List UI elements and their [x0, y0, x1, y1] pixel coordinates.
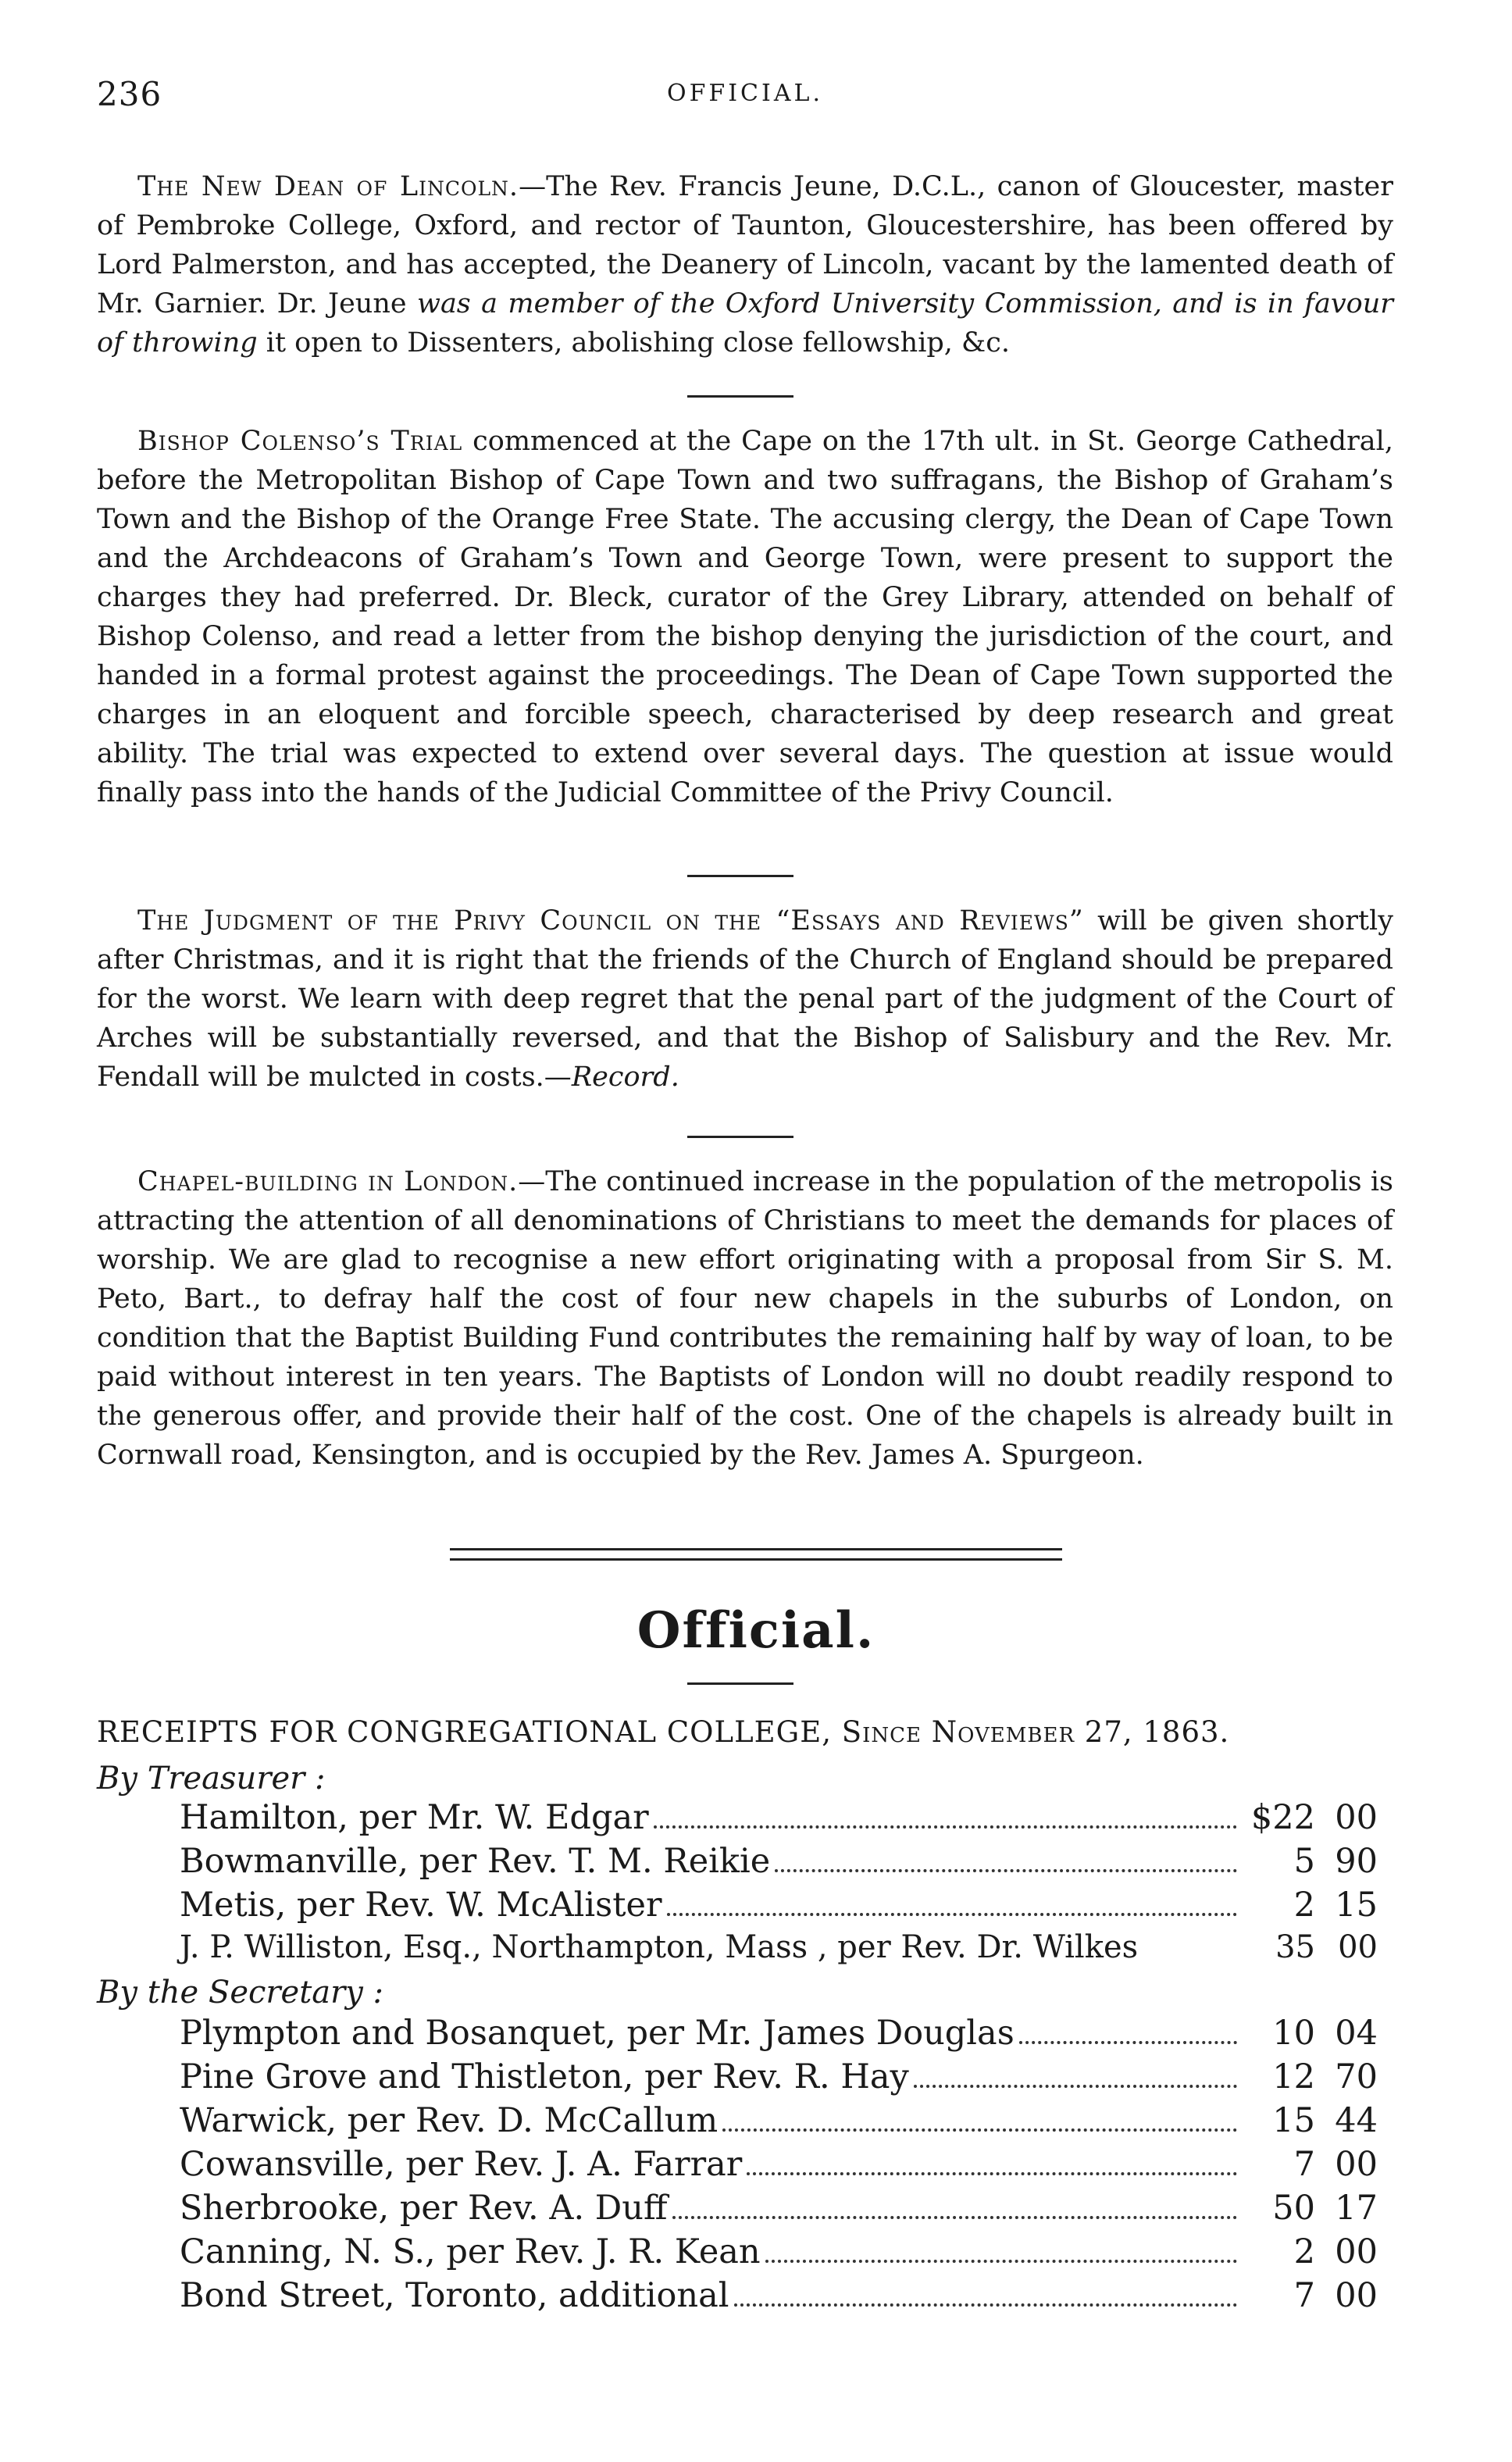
receipt-dollars: $22	[1250, 1798, 1315, 1837]
article-privy-council-judgment	[97, 901, 1393, 1097]
receipt-row	[180, 2232, 1378, 2276]
receipt-cents: 00	[1335, 1798, 1378, 1837]
receipt-row	[180, 1842, 1378, 1886]
receipt-cents: 44	[1335, 2101, 1378, 2140]
separator-rule	[687, 395, 793, 398]
article-lead: The Judgment of the Privy Council on the “Essays and Reviews”	[137, 905, 1084, 937]
receipt-dollars: 7	[1293, 2145, 1315, 2184]
separator-rule	[687, 1136, 793, 1138]
article-tail: it open to Dissenters, abolishing close fellowship, &c.	[257, 327, 1010, 359]
article-lead: Chapel-building in London.	[137, 1166, 519, 1197]
receipt-row	[180, 2014, 1378, 2057]
article-body: —The continued increase in the population of the metropolis is attracting the attention of all denominations of Christians to meet the demands for places of worship. We are glad to recognise a new effort originating with a proposal from Sir S. M. Peto, Bart., to defray half the cost of four new chapels in the suburbs of London, on condition that the Baptist Building Fund contributes the remaining half by way of loan, to be paid without interest in ten years. The Baptists of London will no doubt readily respond to the generous offer, and provide their half of the cost. One of the chapels is already built in Cornwall road, Kensington, and is occupied by the Rev. James A. Spurgeon.	[97, 1166, 1393, 1471]
dot-leader	[667, 1905, 1238, 1916]
dot-leader	[1143, 1946, 1237, 1957]
receipt-cents: 15	[1335, 1886, 1378, 1925]
dot-leader	[775, 1861, 1237, 1872]
article-bishop-colenso-trial	[97, 422, 1393, 812]
receipt-name: Hamilton, per Mr. W. Edgar	[180, 1798, 649, 1837]
receipt-dollars: 50	[1272, 2189, 1315, 2228]
article-lead: The New Dean of Lincoln.	[137, 171, 519, 202]
running-head	[97, 75, 1393, 130]
receipt-dollars: 12	[1272, 2057, 1315, 2096]
dot-leader	[1019, 2033, 1237, 2044]
receipt-dollars: 15	[1272, 2101, 1315, 2140]
receipt-row	[180, 1929, 1378, 1973]
dot-leader	[734, 2296, 1238, 2307]
dot-leader	[914, 2077, 1237, 2088]
group-label-treasurer: By Treasurer :	[97, 1761, 326, 1797]
receipt-name: Bond Street, Toronto, additional	[180, 2276, 729, 2315]
article-body: —The Rev. Francis Jeune, D.C.L., canon of Gloucester, master of Pembroke College, Oxford, and rector of Taunton, Gloucestershire, has been offered by Lord Palmerston, and has accepted, the Deanery of Lincoln, vacant by the lamented death of Mr. Garnier. Dr. Jeune	[97, 171, 1393, 319]
receipt-name: Cowansville, per Rev. J. A. Farrar	[180, 2145, 743, 2184]
page-number: 236	[97, 75, 162, 113]
running-title: OFFICIAL.	[666, 80, 823, 107]
receipts-title-since: Since November 27, 1863.	[841, 1715, 1230, 1749]
dot-leader	[765, 2252, 1237, 2263]
receipt-name: Bowmanville, per Rev. T. M. Reikie	[180, 1842, 771, 1881]
receipt-cents: 00	[1335, 2145, 1378, 2184]
separator-rule	[687, 1682, 793, 1685]
receipt-name: Sherbrooke, per Rev. A. Duff	[180, 2189, 668, 2228]
receipt-cents: 70	[1335, 2057, 1378, 2096]
receipt-dollars: 10	[1272, 2014, 1315, 2053]
receipt-name: Canning, N. S., per Rev. J. R. Kean	[180, 2232, 761, 2271]
receipt-row	[180, 2057, 1378, 2101]
receipt-dollars: 2	[1293, 2232, 1315, 2271]
receipt-name: Pine Grove and Thistleton, per Rev. R. Hay	[180, 2057, 909, 2096]
receipt-dollars: 2	[1293, 1886, 1315, 1925]
dot-leader	[722, 2121, 1237, 2132]
receipts-title	[97, 1715, 1393, 1749]
double-rule	[450, 1548, 1062, 1561]
receipt-cents: 00	[1335, 2276, 1378, 2315]
receipt-dollars: 35	[1275, 1929, 1315, 1965]
article-lead: Bishop Colenso’s Trial	[137, 426, 463, 457]
receipt-name: Plympton and Bosanquet, per Mr. James Douglas	[180, 2014, 1015, 2053]
receipt-cents: 04	[1335, 2014, 1378, 2053]
receipt-row	[180, 2189, 1378, 2232]
receipts-title-main: RECEIPTS FOR CONGREGATIONAL COLLEGE,	[97, 1715, 832, 1749]
receipt-row	[180, 1886, 1378, 1929]
receipt-name: J. P. Williston, Esq., Northampton, Mass , per Rev. Dr. Wilkes	[180, 1929, 1139, 1965]
article-body: commenced at the Cape on the 17th ult. in St. George Cathedral, before the Metropolitan Bishop of Cape Town and two suffragans, the Bishop of Graham’s Town and the Bishop of the Orange Free State. The accusing clergy, the Dean of Cape Town and the Archdeacons of Graham’s Town and George Town, were present to support the charges they had preferred. Dr. Bleck, curator of the Grey Library, attended on behalf of Bishop Colenso, and read a letter from the bishop denying the jurisdiction of the court, and handed in a formal protest against the proceedings. The Dean of Cape Town supported the charges in an eloquent and forcible speech, characterised by deep research and great ability. The trial was expected to extend over several days. The question at issue would finally pass into the hands of the Judicial Committee of the Privy Council.	[97, 426, 1393, 808]
receipt-dollars: 5	[1293, 1842, 1315, 1881]
article-body: will be given shortly after Christmas, and it is right that the friends of the Church of England should be prepared for the worst. We learn with deep regret that the penal part of the judgment of the Court of Arches will be substantially reversed, and that the Bishop of Salisbury and the Rev. Mr. Fendall will be mulcted in costs.—	[97, 905, 1394, 1093]
separator-rule	[687, 875, 793, 877]
receipt-cents: 00	[1335, 2232, 1378, 2271]
receipt-cents: 17	[1335, 2189, 1378, 2228]
receipt-name: Warwick, per Rev. D. McCallum	[180, 2101, 719, 2140]
receipt-row	[180, 2145, 1378, 2189]
article-body-italic: was a member of the Oxford University Commission, and is in favour of throwing	[97, 288, 1393, 359]
receipt-row	[180, 1798, 1378, 1842]
article-source: Record.	[571, 1062, 679, 1093]
receipt-row	[180, 2276, 1378, 2320]
article-new-dean-of-lincoln	[97, 167, 1393, 362]
receipt-cents: 00	[1338, 1929, 1378, 1965]
receipt-name: Metis, per Rev. W. McAlister	[180, 1886, 662, 1925]
group-label-secretary: By the Secretary :	[97, 1975, 384, 2011]
dot-leader	[747, 2164, 1237, 2175]
receipt-cents: 90	[1335, 1842, 1378, 1881]
dot-leader	[672, 2208, 1237, 2219]
receipt-dollars: 7	[1293, 2276, 1315, 2315]
section-heading-official: Official.	[637, 1601, 875, 1660]
article-chapel-building	[97, 1162, 1393, 1475]
receipt-row	[180, 2101, 1378, 2145]
dot-leader	[654, 1818, 1237, 1829]
